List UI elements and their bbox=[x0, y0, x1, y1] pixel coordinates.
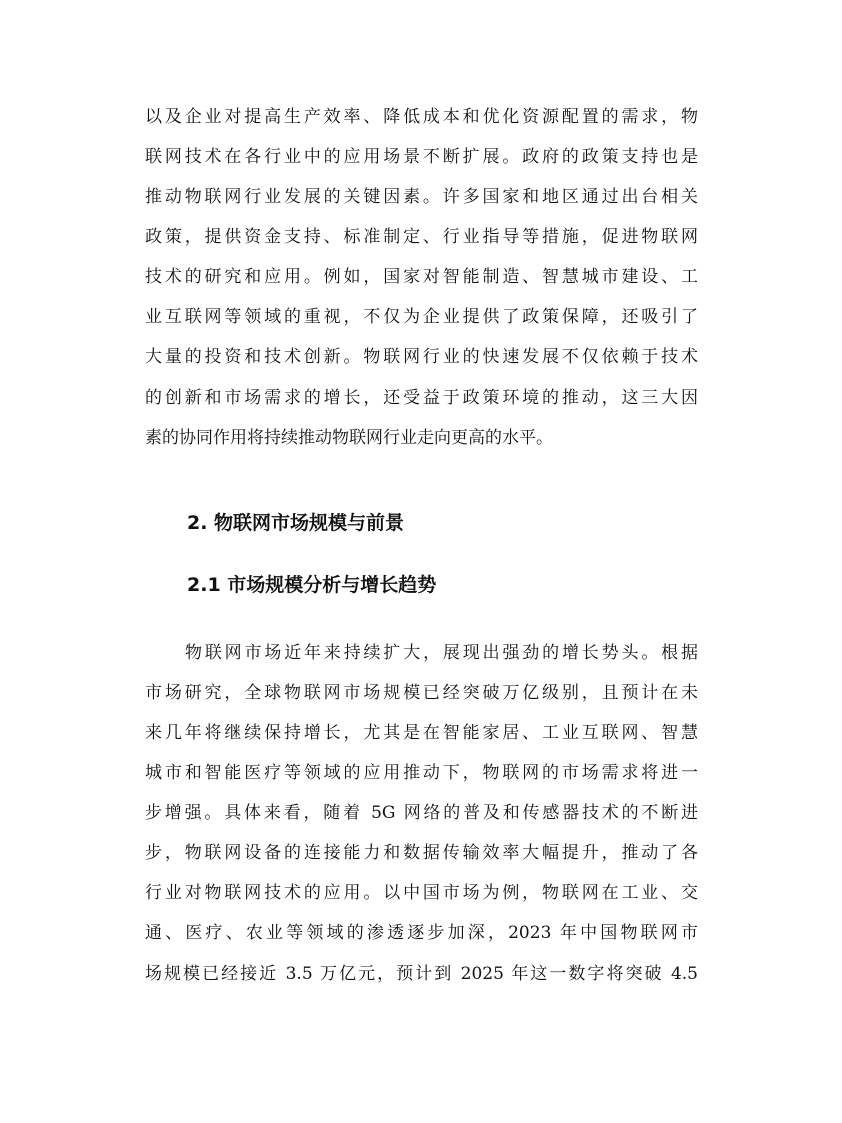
text-line: 步，物联网设备的连接能力和数据传输效率大幅提升，推动了各 bbox=[145, 843, 698, 863]
text-line: 推动物联网行业发展的关键因素。许多国家和地区通过出台相关 bbox=[145, 187, 698, 207]
text-line: 来几年将继续保持增长，尤其是在智能家居、工业互联网、智慧 bbox=[145, 723, 698, 743]
text-line: 城市和智能医疗等领域的应用推动下，物联网的市场需求将进一 bbox=[145, 763, 698, 783]
text-line: 步增强。具体来看，随着 5G 网络的普及和传感器技术的不断进 bbox=[145, 803, 698, 823]
section-heading: 2. 物联网市场规模与前景 bbox=[187, 512, 405, 534]
text-line: 市场研究，全球物联网市场规模已经突破万亿级别，且预计在未 bbox=[145, 683, 698, 703]
text-line: 场规模已经接近 3.5 万亿元，预计到 2025 年这一数字将突破 4.5 bbox=[145, 964, 698, 984]
text-line: 素的协同作用将持续推动物联网行业走向更高的水平。 bbox=[145, 428, 553, 448]
text-line: 业互联网等领域的重视，不仅为企业提供了政策保障，还吸引了 bbox=[145, 307, 698, 327]
text-line: 物联网市场近年来持续扩大，展现出强劲的增长势头。根据 bbox=[185, 643, 698, 663]
subsection-heading: 2.1 市场规模分析与增长趋势 bbox=[187, 574, 437, 596]
text-line: 以及企业对提高生产效率、降低成本和优化资源配置的需求，物 bbox=[145, 107, 698, 127]
text-line: 政策，提供资金支持、标准制定、行业指导等措施，促进物联网 bbox=[145, 227, 698, 247]
text-line: 大量的投资和技术创新。物联网行业的快速发展不仅依赖于技术 bbox=[145, 347, 698, 367]
text-line: 行业对物联网技术的应用。以中国市场为例，物联网在工业、交 bbox=[145, 883, 698, 903]
text-line: 通、医疗、农业等领域的渗透逐步加深，2023 年中国物联网市 bbox=[145, 923, 698, 943]
text-line: 技术的研究和应用。例如，国家对智能制造、智慧城市建设、工 bbox=[145, 267, 698, 287]
text-line: 的创新和市场需求的增长，还受益于政策环境的推动，这三大因 bbox=[145, 388, 698, 408]
text-line: 联网技术在各行业中的应用场景不断扩展。政府的政策支持也是 bbox=[145, 147, 698, 167]
